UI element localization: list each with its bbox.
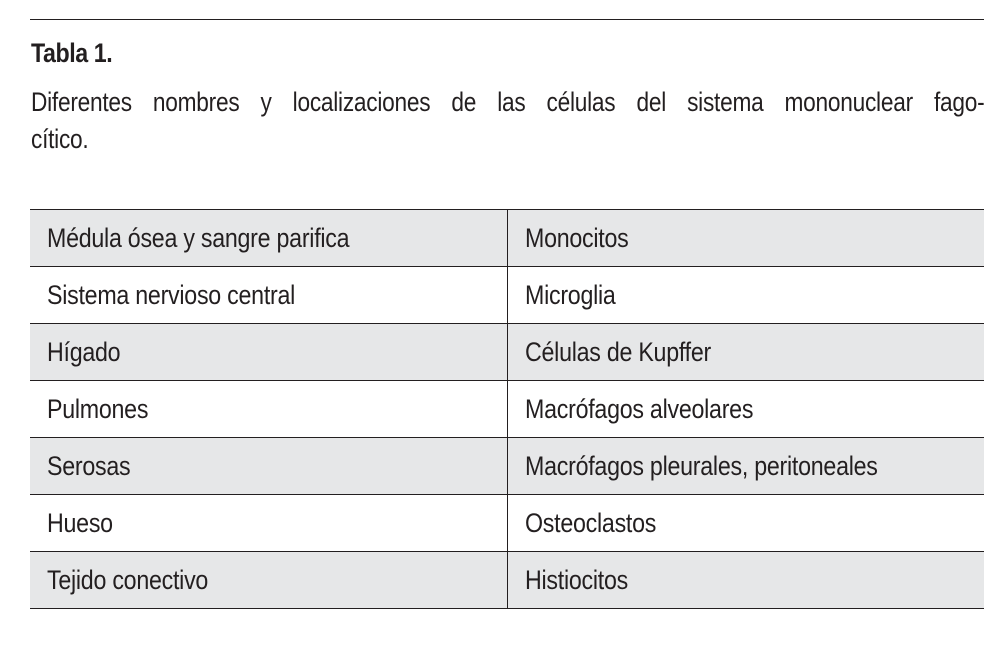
cells-table bbox=[30, 209, 984, 609]
table-row bbox=[30, 438, 984, 495]
cell-name-cell bbox=[508, 495, 985, 552]
location-text: Tejido conectivo bbox=[47, 564, 209, 595]
location-text: Médula ósea y sangre parifica bbox=[47, 222, 350, 253]
cell-name-cell bbox=[508, 267, 985, 324]
caption-line-1: Diferentes nombres y localizaciones de las células del sistema mononuclear fago- bbox=[31, 87, 985, 117]
location-text: Hígado bbox=[47, 336, 121, 367]
cell-name-cell bbox=[508, 381, 985, 438]
table-row bbox=[30, 495, 984, 552]
cell-name-text: Monocitos bbox=[525, 222, 629, 253]
location-cell bbox=[30, 210, 508, 267]
table-title: Tabla 1. bbox=[31, 38, 113, 68]
location-cell bbox=[30, 438, 508, 495]
table-row bbox=[30, 552, 984, 609]
location-cell bbox=[30, 495, 508, 552]
top-rule bbox=[30, 19, 984, 20]
table-row bbox=[30, 210, 984, 267]
location-text: Pulmones bbox=[47, 393, 149, 424]
location-cell bbox=[30, 552, 508, 609]
cell-name-text: Microglia bbox=[525, 279, 616, 310]
table-row bbox=[30, 324, 984, 381]
cell-name-text: Macrófagos alveolares bbox=[525, 393, 754, 424]
table-row bbox=[30, 267, 984, 324]
table-caption bbox=[31, 84, 984, 158]
table-row bbox=[30, 381, 984, 438]
cell-name-text: Macrófagos pleurales, peritoneales bbox=[525, 450, 878, 481]
cell-name-text: Células de Kupffer bbox=[525, 336, 711, 367]
cell-name-cell bbox=[508, 438, 985, 495]
location-text: Sistema nervioso central bbox=[47, 279, 296, 310]
cell-name-cell bbox=[508, 552, 985, 609]
location-cell bbox=[30, 381, 508, 438]
cell-name-text: Histiocitos bbox=[525, 564, 628, 595]
location-cell bbox=[30, 324, 508, 381]
cell-name-cell bbox=[508, 210, 985, 267]
location-cell bbox=[30, 267, 508, 324]
cell-name-text: Osteoclastos bbox=[525, 507, 657, 538]
location-text: Hueso bbox=[47, 507, 113, 538]
caption-line-2: cítico. bbox=[31, 124, 89, 154]
cell-name-cell bbox=[508, 324, 985, 381]
location-text: Serosas bbox=[47, 450, 131, 481]
